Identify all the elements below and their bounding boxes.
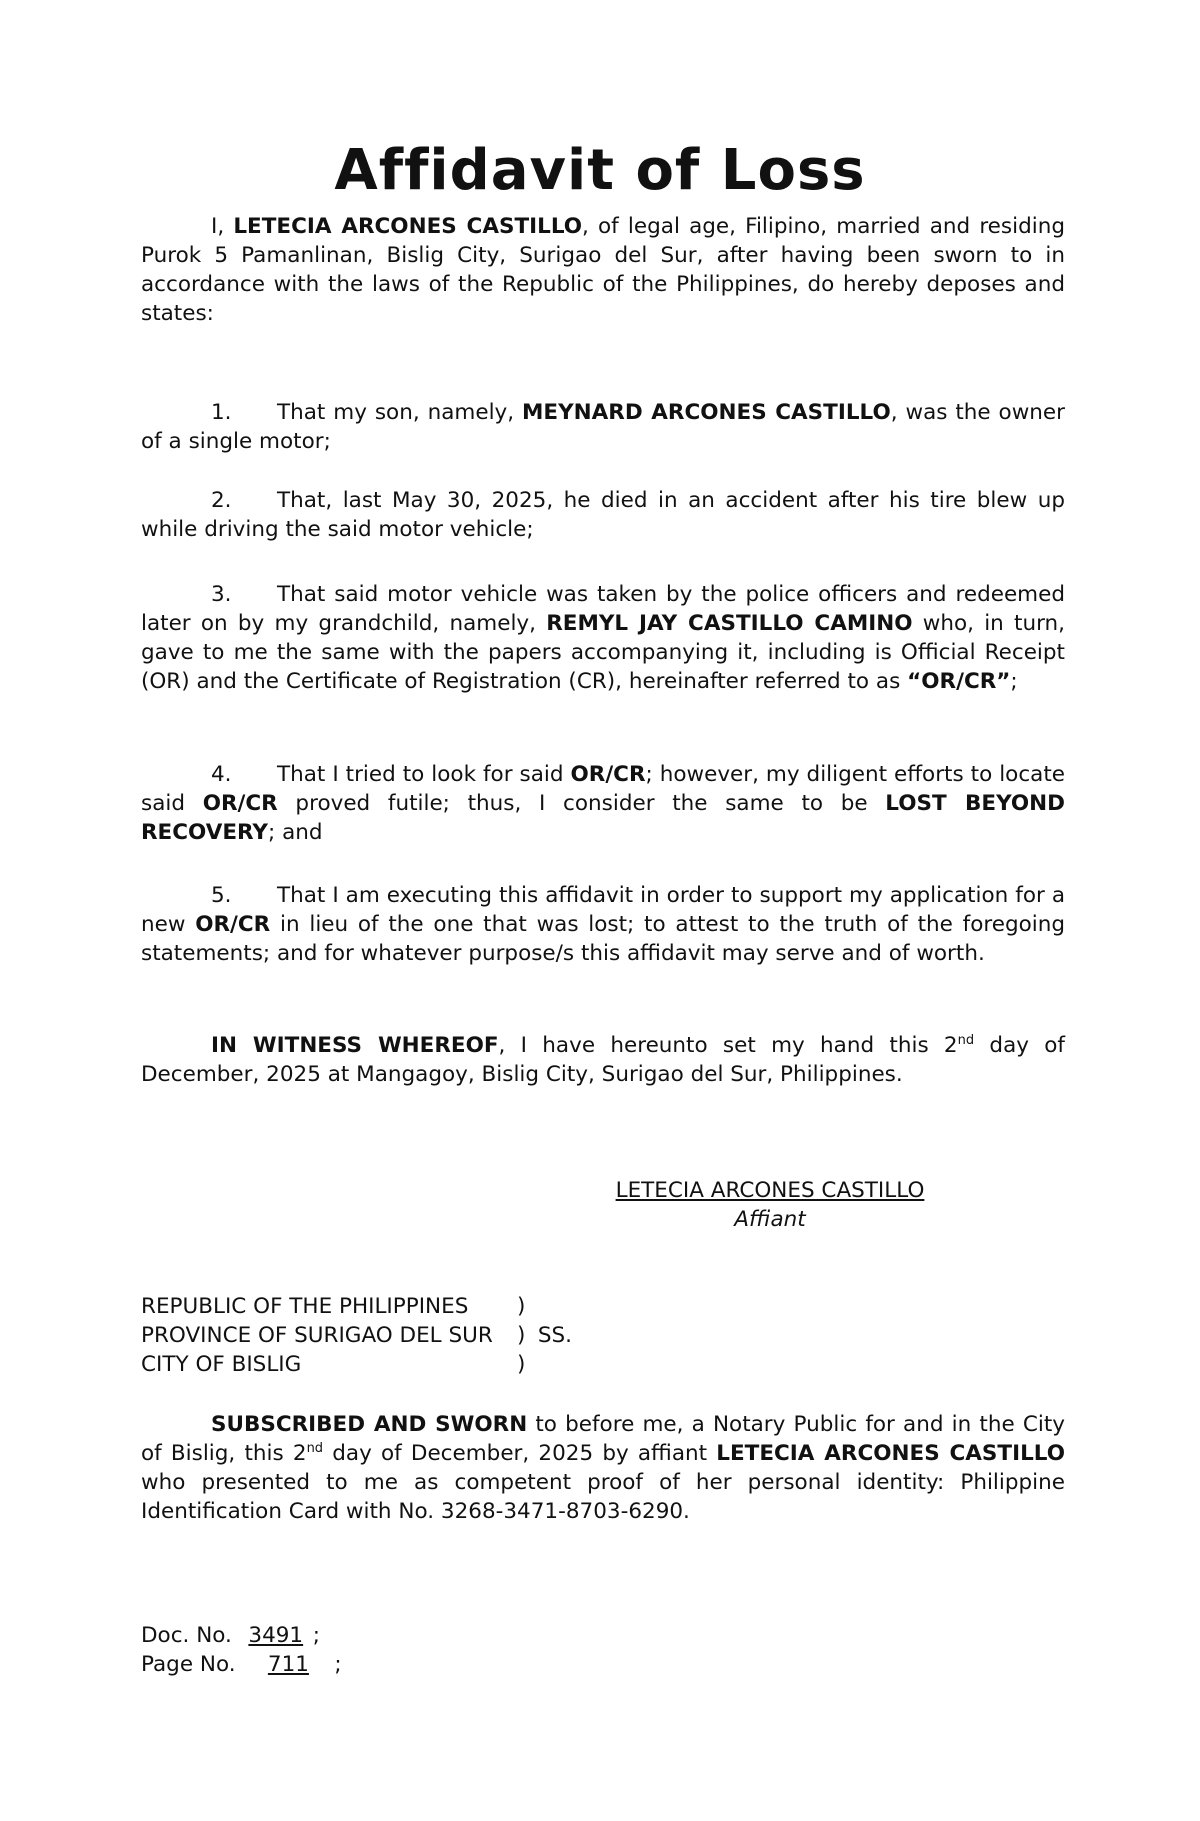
- venue-row: CITY OF BISLIG ): [141, 1352, 526, 1377]
- item-4: 4. That I tried to look for said OR/CR; however, my diligent efforts to locate said OR/CR proved futile; thus, I consider the same to be LOST BEYOND RECOVERY; and: [141, 762, 1065, 845]
- signature-role: Affiant: [734, 1207, 806, 1232]
- venue-row: PROVINCE OF SURIGAO DEL SUR ) SS.: [141, 1323, 572, 1348]
- doc-info-block: [141, 1621, 342, 1679]
- page-number-line: Page No. 711 ;: [141, 1652, 342, 1677]
- item-number: 1.: [211, 400, 232, 425]
- item-number: 5.: [211, 883, 232, 908]
- signature-block: [560, 1176, 980, 1234]
- item-3: 3. That said motor vehicle was taken by the police officers and redeemed later on by my grandchild, namely, REMYL JAY CASTILLO CAMINO who, in turn, gave to me the same with the papers accompanying it, including is Official Receipt (OR) and the Certificate of Registration (CR), hereinafter referred to as “OR/CR”;: [141, 582, 1066, 694]
- document-title: Affidavit of Loss: [334, 138, 866, 203]
- venue-row: REPUBLIC OF THE PHILIPPINES ): [141, 1294, 526, 1319]
- item-1: 1. That my son, namely, MEYNARD ARCONES CASTILLO, was the owner of a single motor;: [141, 400, 1065, 454]
- affiant-name: LETECIA ARCONES CASTILLO: [233, 214, 583, 239]
- item-number: 3.: [211, 582, 232, 607]
- doc-number-value: 3491: [248, 1623, 304, 1648]
- item-number: 4.: [211, 762, 232, 787]
- venue-block: [141, 1292, 572, 1379]
- signature-name: LETECIA ARCONES CASTILLO: [615, 1178, 925, 1203]
- doc-number-line: Doc. No. 3491 ;: [141, 1623, 320, 1648]
- witness-paragraph: IN WITNESS WHEREOF, I have hereunto set my hand this 2nd day of December, 2025 at Mangagoy, Bislig City, Surigao del Sur, Philippines.: [141, 1032, 1065, 1087]
- item-5: 5. That I am executing this affidavit in order to support my application for a new OR/CR in lieu of the one that was lost; to attest to the truth of the foregoing statements; and for whatever purpose/s this affidavit may serve and of worth.: [141, 883, 1065, 966]
- intro-paragraph: I, LETECIA ARCONES CASTILLO, of legal age, Filipino, married and residing Purok 5 Pamanlinan, Bislig City, Surigao del Sur, after having been sworn to in accordance with the laws of the Republic of the Philippines, do hereby deposes and states:: [141, 214, 1065, 326]
- item-2: 2. That, last May 30, 2025, he died in an accident after his tire blew up while driving the said motor vehicle;: [141, 488, 1065, 542]
- page-number-value: 711: [267, 1652, 309, 1677]
- item-number: 2.: [211, 488, 232, 513]
- jurat-paragraph: SUBSCRIBED AND SWORN to before me, a Notary Public for and in the City of Bislig, this 2nd day of December, 2025 by affiant LETECIA ARCONES CASTILLO who presented to me as competent proof of her personal identity: Philippine Identification Card with No. 3268-3471-8703-6290.: [141, 1412, 1066, 1524]
- ss-label: SS.: [537, 1323, 572, 1348]
